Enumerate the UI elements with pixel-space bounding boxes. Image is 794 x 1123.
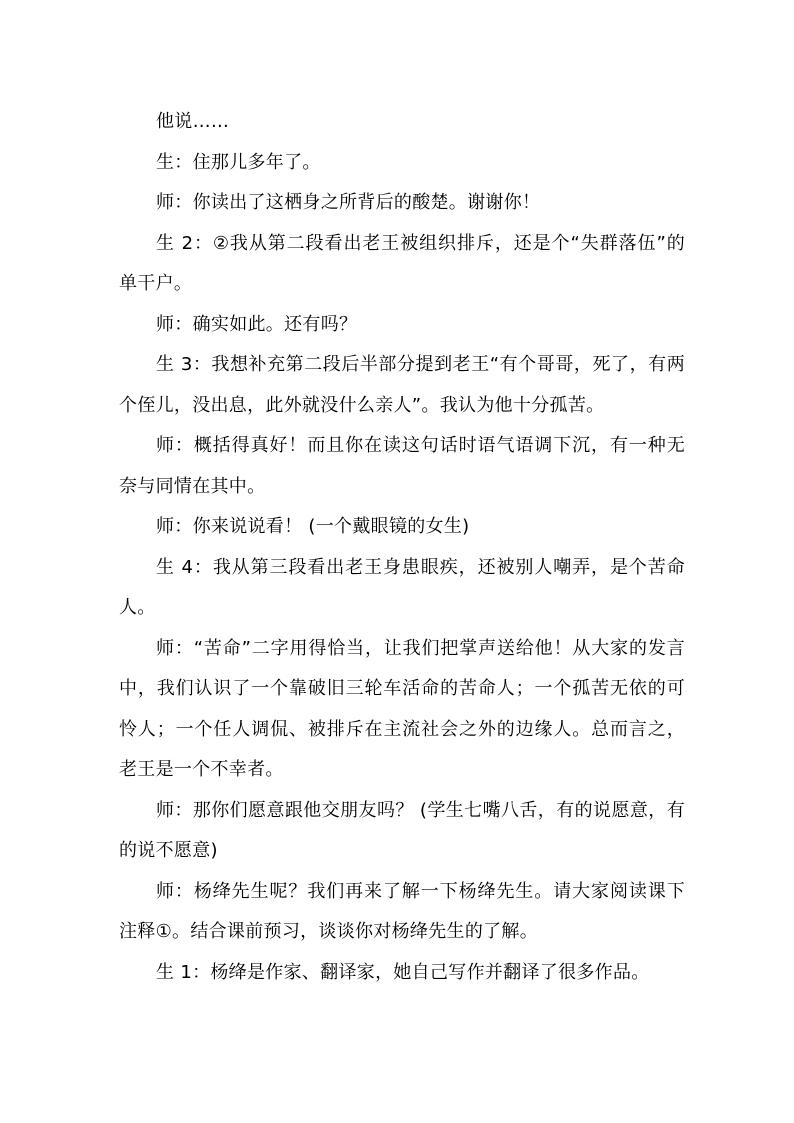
paragraph-3: 师：你读出了这栖身之所背后的酸楚。谢谢你！: [156, 192, 541, 213]
paragraph-10: 师：“苦命”二字用得恰当，让我们把掌声送给他！从大家的发言中，我们认识了一个靠破旧三轮车活命的苦命人；一个孤苦无依的可怜人；一个任人调侃、被排斥在主流社会之外的边缘人。总而言之，老王是一个不幸者。: [119, 637, 685, 780]
paragraph-4: 生 2：②我从第二段看出老王被组织排斥，还是个“失群落伍”的单干户。: [119, 232, 685, 294]
paragraph-2: 生：住那儿多年了。: [156, 151, 321, 173]
paragraph-11: 师：那你们愿意跟他交朋友吗？ (学生七嘴八舌，有的说愿意，有的说不愿意): [119, 799, 685, 861]
paragraph-12: 师：杨绛先生呢？我们再来了解一下杨绛先生。请大家阅读课下注释①。结合课前预习，谈谈你对杨绛先生的了解。: [119, 880, 685, 942]
paragraph-1: 他说……: [156, 111, 230, 132]
paragraph-8: 师：你来说说看！ (一个戴眼镜的女生): [156, 516, 470, 537]
paragraph-7: 师：概括得真好！而且你在读这句话时语气语调下沉，有一种无奈与同情在其中。: [119, 435, 685, 497]
lesson-transcript: [119, 102, 685, 993]
paragraph-9: 生 4：我从第三段看出老王身患眼疾，还被别人嘲弄，是个苦命人。: [119, 556, 685, 618]
paragraph-5: 师：确实如此。还有吗？: [156, 313, 358, 335]
paragraph-6: 生 3：我想补充第二段后半部分提到老王“有个哥哥，死了，有两个侄儿，没出息，此外就没什么亲人”。我认为他十分孤苦。: [119, 354, 685, 416]
paragraph-13: 生 1：杨绛是作家、翻译家，她自己写作并翻译了很多作品。: [156, 961, 650, 983]
